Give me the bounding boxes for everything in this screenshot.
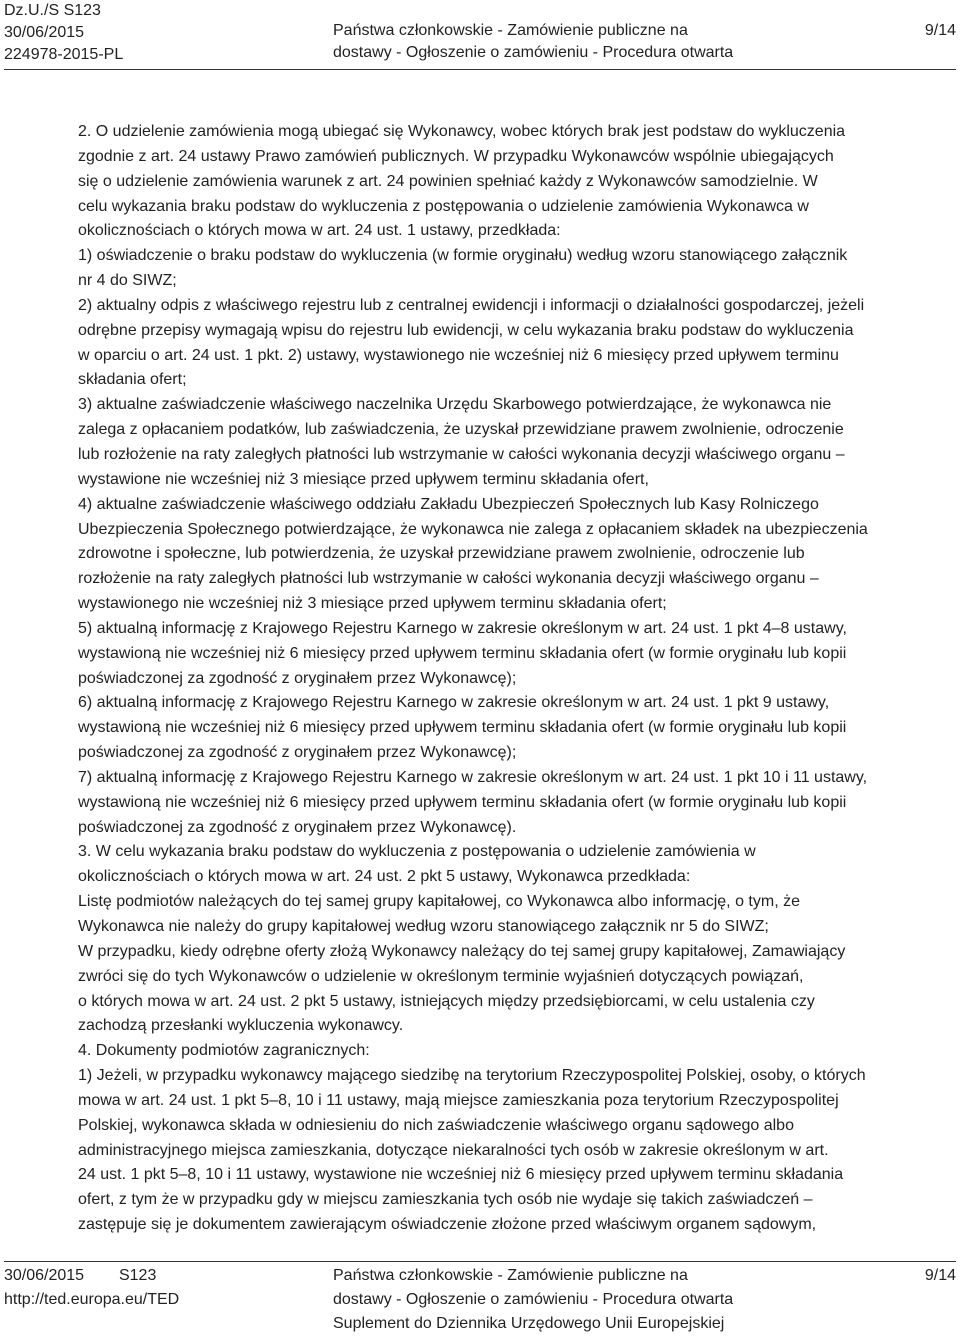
body-line: mowa w art. 24 ust. 1 pkt 5–8, 10 i 11 ustawy, mają miejsce zamieszkania poza terytorium Rzeczypospolitej bbox=[78, 1091, 839, 1109]
footer-rule bbox=[4, 1261, 956, 1262]
body-line: poświadczonej za zgodność z oryginałem przez Wykonawcę). bbox=[78, 818, 517, 836]
body-line: 24 ust. 1 pkt 5–8, 10 i 11 ustawy, wystawione nie wcześniej niż 6 miesięcy przed upływem terminu składania bbox=[78, 1166, 844, 1184]
body-line: składania ofert; bbox=[78, 371, 187, 389]
body-line: zdrowotne i społeczne, lub potwierdzenia, że uzyskał przewidziane prawem zwolnienie, odroczenie lub bbox=[78, 545, 805, 563]
body-line: W przypadku, kiedy odrębne oferty złożą Wykonawcy należący do tej samej grupy kapitałowej, Zamawiający bbox=[78, 942, 846, 960]
body-line: zgodnie z art. 24 ustawy Prawo zamówień publicznych. W przypadku Wykonawców wspólnie ubiegających bbox=[78, 147, 834, 165]
body-line: 5) aktualną informację z Krajowego Rejestru Karnego w zakresie określonym w art. 24 ust. 1 pkt 4–8 ustawy, bbox=[78, 619, 847, 637]
body-line: 4. Dokumenty podmiotów zagranicznych: bbox=[78, 1042, 370, 1060]
body-line: 2) aktualny odpis z właściwego rejestru lub z centralnej ewidencji i informacji o działalności gospodarczej, jeżeli bbox=[78, 296, 865, 314]
body-line: 1) Jeżeli, w przypadku wykonawcy mającego siedzibę na terytorium Rzeczypospolitej Polskiej, osoby, o których bbox=[78, 1067, 866, 1085]
header-title-line2: dostawy - Ogłoszenie o zamówieniu - Procedura otwarta bbox=[333, 44, 734, 61]
body-line: Ubezpieczenia Społecznego potwierdzające, że wykonawca nie zalega z opłacaniem składek na ubezpieczenia bbox=[78, 520, 868, 538]
body-line: okolicznościach o których mowa w art. 24 ust. 1 ustawy, przedkłada: bbox=[78, 222, 561, 240]
body-line: zalega z opłacaniem podatków, lub zaświadczenia, że uzyskał przewidziane prawem zwolnienie, odroczenie bbox=[78, 421, 844, 439]
body-line: ofert, z tym że w przypadku gdy w miejscu zamieszkania tych osób nie wydaje się takich zaświadczeń – bbox=[78, 1191, 813, 1209]
body-line: administracyjnego miejsca zamieszkania, dotyczące niekaralności tych osób w zakresie określonym w art. bbox=[78, 1141, 829, 1159]
body-line: nr 4 do SIWZ; bbox=[78, 272, 177, 290]
body-line: Wykonawca nie należy do grupy kapitałowej według wzoru stanowiącego załącznik nr 5 do SIWZ; bbox=[78, 918, 769, 935]
header-page-number: 9/14 bbox=[924, 22, 956, 39]
footer-ted-link[interactable]: http://ted.europa.eu/TED bbox=[4, 1291, 180, 1308]
header-title bbox=[333, 20, 733, 64]
header-ref: 224978-2015-PL bbox=[4, 46, 124, 63]
body-line: 1) oświadczenie o braku podstaw do wykluczenia (w formie oryginału) według wzoru stanowiącego załącznik bbox=[78, 247, 848, 265]
body-line: 3. W celu wykazania braku podstaw do wykluczenia z postępowania o udzielenie zamówienia w bbox=[78, 843, 756, 861]
body-line: celu wykazania braku podstaw do wykluczenia z postępowania o udzielenie zamówienia Wykonawca w bbox=[78, 197, 809, 215]
header-rule bbox=[4, 69, 956, 70]
footer-title-line2: dostawy - Ogłoszenie o zamówieniu - Procedura otwarta bbox=[333, 1291, 734, 1308]
body-line: 3) aktualne zaświadczenie właściwego naczelnika Urzędu Skarbowego potwierdzające, że wykonawca nie bbox=[78, 396, 832, 414]
footer-issue: S123 bbox=[118, 1267, 157, 1284]
body-line: 4) aktualne zaświadczenie właściwego oddziału Zakładu Ubezpieczeń Społecznych lub Kasy Rolniczego bbox=[78, 495, 819, 513]
body-line: wystawionego nie wcześniej niż 3 miesiące przed upływem terminu składania ofert; bbox=[78, 595, 667, 613]
body-line: w oparciu o art. 24 ust. 1 pkt. 2) ustawy, wystawionego nie wcześniej niż 6 miesięcy przed upływem terminu bbox=[78, 346, 839, 364]
footer-title-line1: Państwa członkowskie - Zamówienie publiczne na bbox=[333, 1267, 688, 1284]
body-line: zastępuje się je dokumentem zawierającym oświadczenie złożone przed właściwym organem sądowym, bbox=[78, 1216, 817, 1234]
footer-left bbox=[4, 1264, 179, 1312]
body-line: wystawioną nie wcześniej niż 6 miesięcy przed upływem terminu składania ofert (w formie oryginału lub kopii bbox=[78, 793, 847, 811]
body-line: lub rozłożenie na raty zaległych płatności lub wstrzymanie w całości wykonania decyzji właściwego organu – bbox=[78, 445, 845, 463]
header-title-line1: Państwa członkowskie - Zamówienie publiczne na bbox=[333, 22, 688, 39]
body-line: okolicznościach o których mowa w art. 24 ust. 2 pkt 5 ustawy, Wykonawca przedkłada: bbox=[78, 868, 691, 886]
header-left bbox=[4, 0, 123, 66]
body-line: 6) aktualną informację z Krajowego Rejestru Karnego w zakresie określonym w art. 24 ust. 1 pkt 9 ustawy, bbox=[78, 694, 830, 712]
body-line: 2. O udzielenie zamówienia mogą ubiegać się Wykonawcy, wobec których brak jest podstaw do wykluczenia bbox=[78, 123, 846, 140]
body-line: o których mowa w art. 24 ust. 2 pkt 5 ustawy, istniejących między przedsiębiorcami, w celu ustalenia czy bbox=[78, 992, 815, 1010]
body-line: zachodzą przesłanki wykluczenia wykonawcy. bbox=[78, 1017, 404, 1035]
footer-date: 30/06/2015 bbox=[4, 1267, 85, 1284]
footer-title-line3: Suplement do Dziennika Urzędowego Unii Europejskiej bbox=[333, 1315, 725, 1332]
body-line: zwróci się do tych Wykonawców o udzielenie w określonym terminie wyjaśnień dotyczących powiązań, bbox=[78, 967, 804, 985]
body-line: odrębne przepisy wymagają wpisu do rejestru lub ewidencji, w celu wykazania braku podstaw do wykluczenia bbox=[78, 321, 854, 339]
document-body bbox=[78, 120, 958, 1238]
footer-title bbox=[333, 1264, 733, 1336]
body-line: 7) aktualną informację z Krajowego Rejestru Karnego w zakresie określonym w art. 24 ust. 1 pkt 10 i 11 ustawy, bbox=[78, 768, 868, 786]
body-line: wystawioną nie wcześniej niż 6 miesięcy przed upływem terminu składania ofert (w formie oryginału lub kopii bbox=[78, 719, 847, 737]
body-line: wystawioną nie wcześniej niż 6 miesięcy przed upływem terminu składania ofert (w formie oryginału lub kopii bbox=[78, 644, 847, 662]
body-line: poświadczonej za zgodność z oryginałem przez Wykonawcę); bbox=[78, 744, 517, 762]
body-line: poświadczonej za zgodność z oryginałem przez Wykonawcę); bbox=[78, 669, 517, 687]
body-line: rozłożenie na raty zaległych płatności lub wstrzymanie w całości wykonania decyzji właściwego organu – bbox=[78, 570, 819, 588]
header-date: 30/06/2015 bbox=[4, 24, 85, 41]
footer-page-number: 9/14 bbox=[924, 1267, 956, 1284]
body-line: się o udzielenie zamówienia warunek z art. 24 powinien spełniać każdy z Wykonawców samodzielnie. W bbox=[78, 172, 818, 190]
body-line: Polskiej, wykonawca składa w odniesieniu do nich zaświadczenie właściwego organu sądowego albo bbox=[78, 1116, 794, 1134]
body-line: Listę podmiotów należących do tej samej grupy kapitałowej, co Wykonawca albo informację, o tym, że bbox=[78, 893, 800, 911]
body-line: wystawione nie wcześniej niż 3 miesiące przed upływem terminu składania ofert, bbox=[78, 470, 649, 488]
header-source: Dz.U./S S123 bbox=[4, 2, 101, 19]
